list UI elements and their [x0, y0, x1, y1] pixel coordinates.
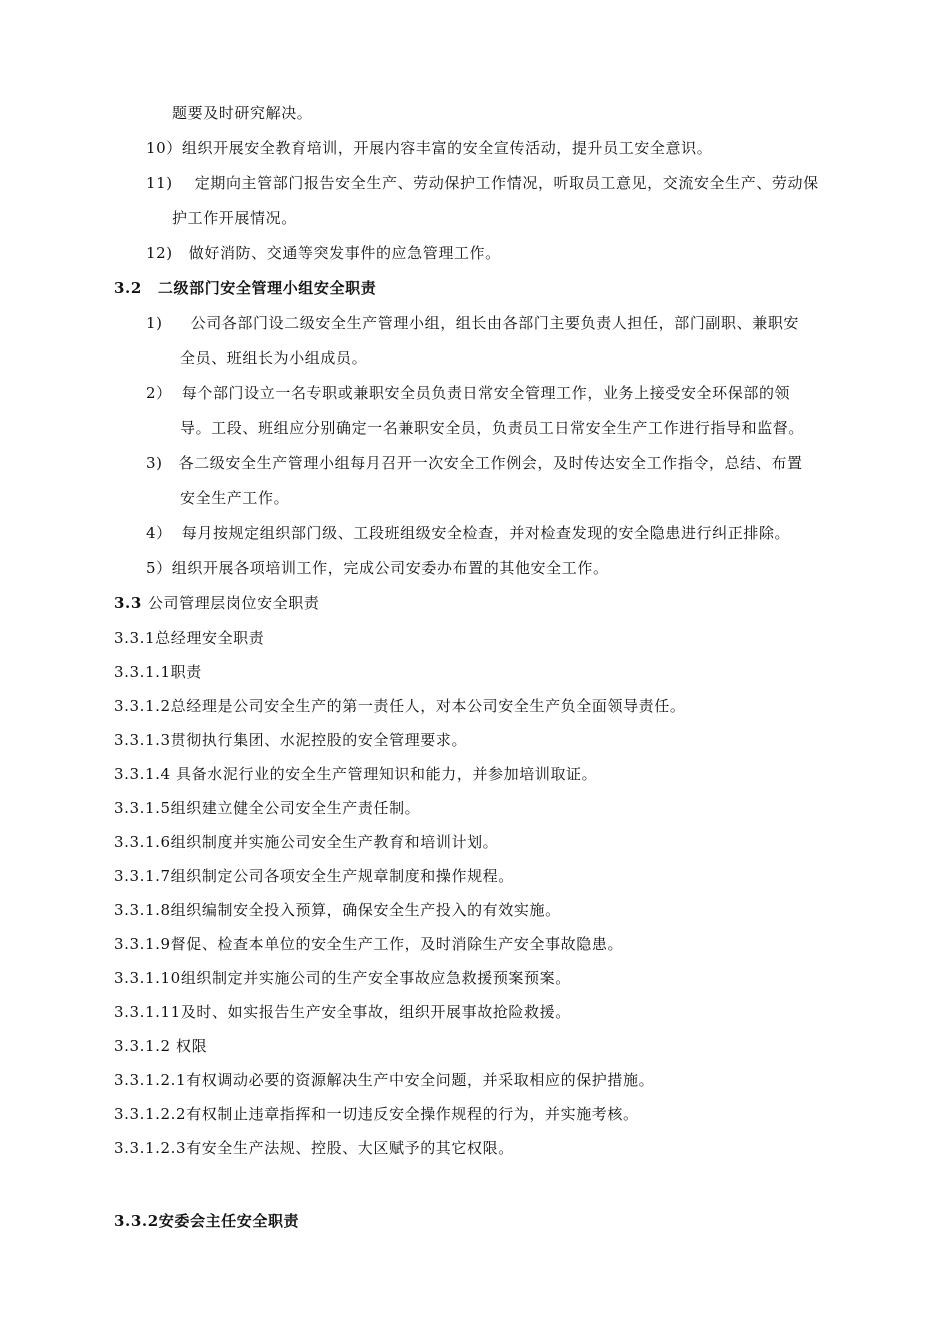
- list-item-10: 10）组织开展安全教育培训，开展内容丰富的安全宣传活动，提升员工安全意识。: [146, 139, 713, 157]
- clause-3-3-1-8: 3.3.1.8组织编制安全投入预算，确保安全生产投入的有效实施。: [114, 901, 561, 919]
- section-number: 3.2: [114, 279, 142, 297]
- clause-3-3-1-5: 3.3.1.5组织建立健全公司安全生产责任制。: [114, 799, 421, 817]
- clause-3-3-1-6: 3.3.1.6组织制度并实施公司安全生产教育和培训计划。: [114, 833, 499, 851]
- clause-3-3-1-7: 3.3.1.7组织制定公司各项安全生产规章制度和操作规程。: [114, 867, 514, 885]
- list-item-1: [146, 313, 799, 333]
- clause-3-3-1-9: 3.3.1.9督促、检查本单位的安全生产工作，及时消除生产安全事故隐患。: [114, 935, 624, 953]
- list-number: 4）: [146, 524, 172, 542]
- list-item-1-continued: 全员、班组长为小组成员。: [180, 349, 368, 367]
- list-item-5: 5）组织开展各项培训工作，完成公司安委办布置的其他安全工作。: [146, 559, 609, 577]
- list-text: 每月按规定组织部门级、工段班组级安全检查，并对检查发现的安全隐患进行纠正排除。: [181, 524, 791, 542]
- list-number: 1): [146, 314, 163, 332]
- clause-3-3-1-2: 3.3.1.2总经理是公司安全生产的第一责任人，对本公司安全生产负全面领导责任。: [114, 697, 686, 715]
- list-text: 做好消防、交通等突发事件的应急管理工作。: [188, 244, 501, 262]
- list-number: 2）: [146, 384, 172, 402]
- list-text: 定期向主管部门报告安全生产、劳动保护工作情况，听取员工意见，交流安全生产、劳动保: [194, 174, 819, 192]
- clause-3-3-1-3: 3.3.1.3贯彻执行集团、水泥控股的安全管理要求。: [114, 731, 468, 749]
- clause-3-3-1-2-1: 3.3.1.2.1有权调动必要的资源解决生产中安全问题，并采取相应的保护措施。: [114, 1071, 655, 1089]
- list-item-12: [146, 243, 501, 263]
- list-text: 公司各部门设二级安全生产管理小组，组长由各部门主要负责人担任，部门副职、兼职安: [190, 314, 800, 332]
- list-number: 11): [146, 174, 173, 192]
- section-number: 3.3: [114, 594, 142, 612]
- list-number: 12): [146, 244, 173, 262]
- subsection-heading-3-3-1: 3.3.1总经理安全职责: [114, 629, 265, 647]
- section-heading-3-3: [114, 593, 320, 613]
- section-title: 二级部门安全管理小组安全职责: [157, 279, 377, 297]
- clause-3-3-1-1: 3.3.1.1职责: [114, 663, 202, 681]
- list-item-4: [146, 523, 790, 543]
- list-number: 3): [146, 454, 163, 472]
- paragraph-line: 题要及时研究解决。: [172, 104, 313, 122]
- clause-3-3-1-4: 3.3.1.4 具备水泥行业的安全生产管理知识和能力，并参加培训取证。: [114, 765, 598, 783]
- clause-3-3-1-2-3: 3.3.1.2.3有安全生产法规、控股、大区赋予的其它权限。: [114, 1139, 514, 1157]
- clause-3-3-1-2-authority: 3.3.1.2 权限: [114, 1037, 208, 1055]
- list-text: 各二级安全生产管理小组每月召开一次安全工作例会，及时传达安全工作指令，总结、布置: [178, 454, 803, 472]
- list-item-3: [146, 453, 803, 473]
- clause-3-3-1-11: 3.3.1.11及时、如实报告生产安全事故，组织开展事故抢险救援。: [114, 1003, 571, 1021]
- list-text: 每个部门设立一名专职或兼职安全员负责日常安全管理工作，业务上接受安全环保部的领: [181, 384, 791, 402]
- list-item-2: [146, 383, 790, 403]
- list-item-3-continued: 安全生产工作。: [180, 489, 290, 507]
- section-heading-3-2: [114, 278, 376, 298]
- section-title: 公司管理层岗位安全职责: [147, 594, 320, 612]
- list-item-2-continued: 导。工段、班组应分别确定一名兼职安全员，负责员工日常安全生产工作进行指导和监督。: [180, 419, 805, 437]
- list-item-11: [146, 173, 819, 193]
- clause-3-3-1-10: 3.3.1.10组织制定并实施公司的生产安全事故应急救援预案预案。: [114, 969, 571, 987]
- subsection-heading-3-3-2: 3.3.2安委会主任安全职责: [114, 1212, 300, 1230]
- clause-3-3-1-2-2: 3.3.1.2.2有权制止违章指挥和一切违反安全操作规程的行为，并实施考核。: [114, 1105, 639, 1123]
- list-item-11-continued: 护工作开展情况。: [172, 209, 297, 227]
